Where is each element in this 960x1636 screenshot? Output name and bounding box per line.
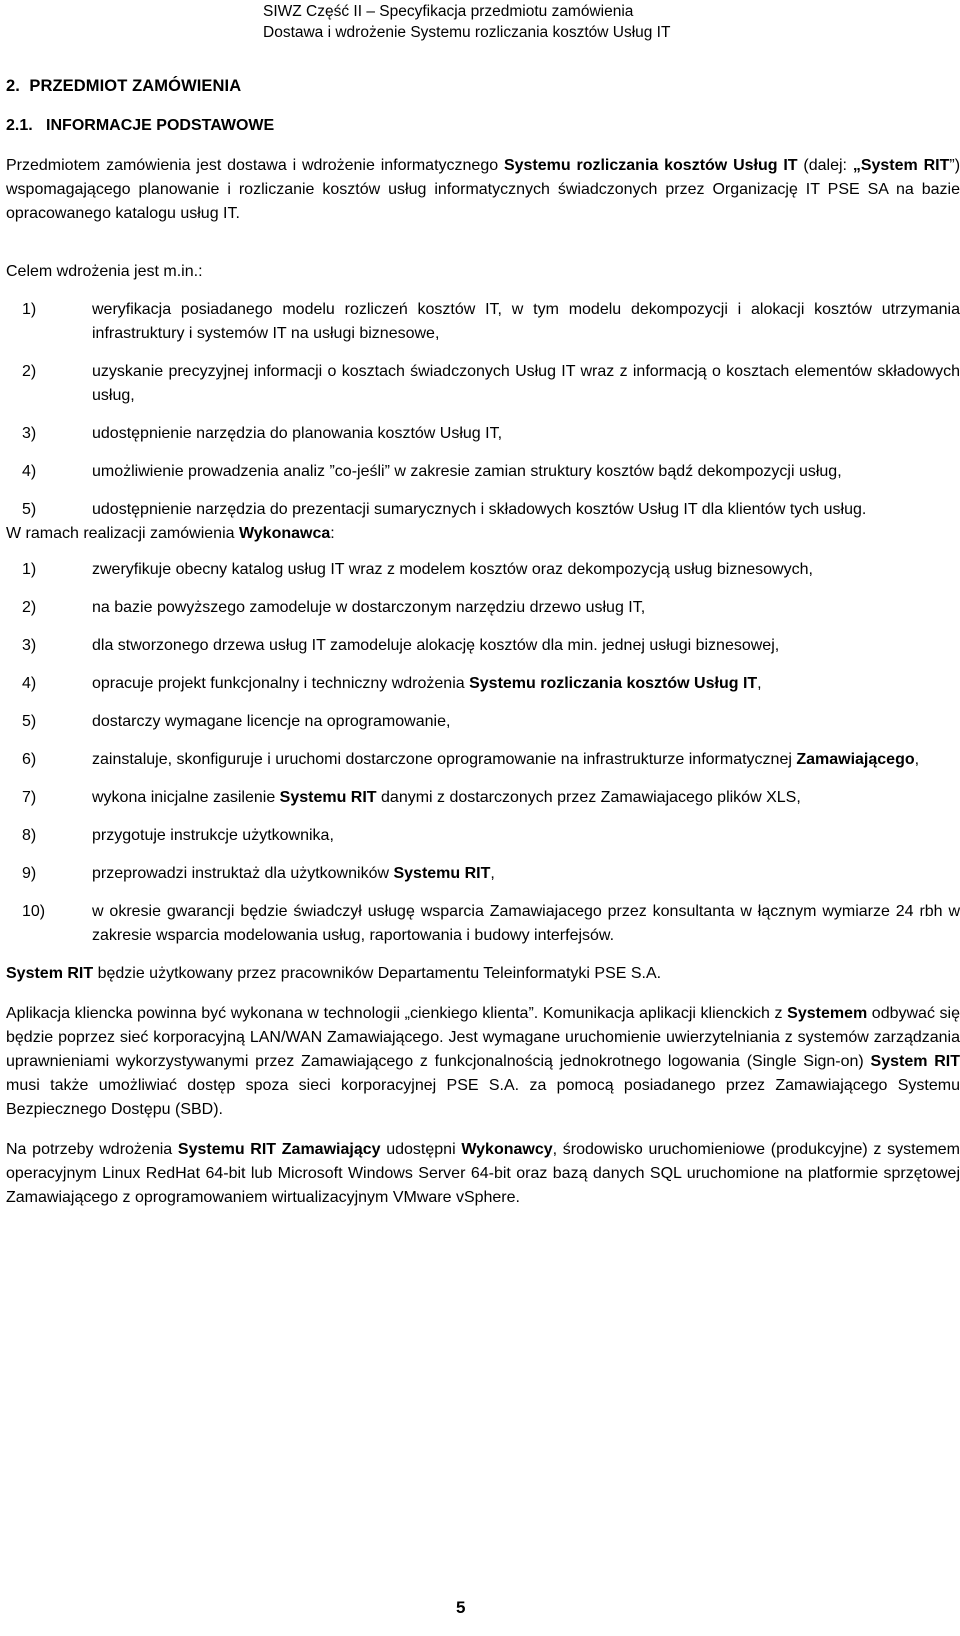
client-bold-1: Systemem xyxy=(787,1005,868,1022)
env-bold-1: Systemu RIT Zamawiający xyxy=(177,1141,381,1158)
list-item xyxy=(6,710,960,734)
list-item-text: udostępnienie narzędzia do planowania kosztów Usług IT, xyxy=(92,425,503,442)
list-item-number: 4) xyxy=(22,463,37,480)
env-bold-2: Wykonawcy xyxy=(461,1141,553,1158)
intro-paragraph xyxy=(6,154,960,226)
list-item-number: 2) xyxy=(22,599,37,616)
client-paragraph xyxy=(6,1002,960,1122)
users-text: będzie użytkowany przez pracowników Departamentu Teleinformatyki PSE S.A. xyxy=(93,965,662,982)
list-item xyxy=(6,498,960,522)
list-item-text: wykona inicjalne zasilenie xyxy=(92,789,280,806)
list-item xyxy=(6,634,960,658)
list-item-number: 8) xyxy=(22,827,37,844)
document-body xyxy=(6,64,960,1210)
client-text-3: musi także umożliwiać dostęp spoza sieci korporacyjnej PSE S.A. za pomocą posiadanego przez Zamawiającego Systemu Bezpiecznego Dostępu (SBD). xyxy=(6,1077,960,1118)
list-item-text: weryfikacja posiadanego modelu rozliczeń kosztów IT, w tym modelu dekompozycji i alokacji kosztów utrzymania infrastruktury i systemów IT na usługi biznesowe, xyxy=(92,301,960,342)
list-item-text: przeprowadzi instruktaż dla użytkowników xyxy=(92,865,394,882)
list-item-number: 2) xyxy=(22,363,37,380)
env-text-1: Na potrzeby wdrożenia xyxy=(6,1141,178,1158)
list-item xyxy=(6,900,960,948)
list-item-text: zainstaluje, skonfiguruje i uruchomi dostarczone oprogramowanie na infrastrukturze informatycznej xyxy=(92,751,797,768)
subsection-title-initial: I xyxy=(46,117,51,134)
list-item-text: przygotuje instrukcje użytkownika, xyxy=(92,827,334,844)
list-item-number: 5) xyxy=(22,713,37,730)
users-bold: System RIT xyxy=(6,965,94,982)
list-item-text-end: , xyxy=(490,865,495,882)
subsection-heading xyxy=(6,114,960,138)
list-item xyxy=(6,862,960,886)
list-item-bold: Systemu RIT xyxy=(393,865,491,882)
intro-text-3: ”) wspomagającego planowanie i rozliczanie kosztów usług informatycznych świadczonych przez Organizację IT PSE SA na bazie opracowanego katalogu usług IT. xyxy=(6,157,960,222)
section-title-initial: P xyxy=(29,77,41,95)
list-item-text: uzyskanie precyzyjnej informacji o kosztach świadczonych Usług IT wraz z informacją o kosztach elementów składowych usług, xyxy=(92,363,960,404)
intro-text-1: Przedmiotem zamówienia jest dostawa i wdrożenie informatycznego xyxy=(6,157,504,174)
list-item-number: 1) xyxy=(22,301,37,318)
list-item-text: dla stworzonego drzewa usług IT zamodeluje alokację kosztów dla min. jednej usługi biznesowej, xyxy=(92,637,780,654)
list-item-text: w okresie gwarancji będzie świadczył usługę wsparcia Zamawiajacego przez konsultanta w łącznym wymiarze 24 rbh w zakresie wsparcia modelowania usług, raportowania i budowy interfejsów. xyxy=(92,903,960,944)
env-text-3: , środowisko uruchomieniowe (produkcyjne) z systemem operacyjnym Linux RedHat 64-bit lub Microsoft Windows Server 64-bit oraz bazą danych SQL uruchomione na platformie sprzętowej Zamawiającego z oprogramowaniem wirtualizacyjnym VMware vSphere. xyxy=(6,1141,960,1206)
contractor-text-2: : xyxy=(330,525,335,542)
list-item-text-end: danymi z dostarczonych przez Zamawiajacego plików XLS, xyxy=(376,789,801,806)
list-item-number: 10) xyxy=(22,903,46,920)
list-item-number: 6) xyxy=(22,751,37,768)
intro-text-2: (dalej: xyxy=(797,157,853,174)
intro-bold-1: Systemu rozliczania kosztów Usług IT xyxy=(503,157,798,174)
list-item xyxy=(6,596,960,620)
list-item xyxy=(6,672,960,696)
contractor-list xyxy=(6,558,960,948)
list-item xyxy=(6,298,960,346)
list-item xyxy=(6,824,960,848)
list-item xyxy=(6,460,960,484)
list-item-bold: Zamawiającego xyxy=(796,751,915,768)
list-item-text: opracuje projekt funkcjonalny i techniczny wdrożenia xyxy=(92,675,470,692)
contractor-text-1: W ramach realizacji zamówienia xyxy=(6,525,239,542)
list-item-text-end: , xyxy=(757,675,762,692)
section-number: 2. xyxy=(6,77,20,95)
list-item-number: 4) xyxy=(22,675,37,692)
header-line-1: SIWZ Część II – Specyfikacja przedmiotu zamówienia xyxy=(263,3,634,20)
list-item-number: 3) xyxy=(22,637,37,654)
section-heading xyxy=(6,74,960,98)
page-number: 5 xyxy=(456,1598,466,1617)
env-text-2: udostępni xyxy=(380,1141,462,1158)
client-text-1: Aplikacja kliencka powinna być wykonana w technologii „cienkiego klienta”. Komunikacja aplikacji klienckich z xyxy=(6,1005,788,1022)
contractor-heading xyxy=(6,522,960,546)
subsection-number: 2.1. xyxy=(6,117,33,134)
header-line-2: Dostawa i wdrożenie Systemu rozliczania kosztów Usług IT xyxy=(263,24,671,41)
list-item xyxy=(6,360,960,408)
list-item-text: udostępnienie narzędzia do prezentacji sumarycznych i składowych kosztów Usług IT dla klientów tych usług. xyxy=(92,501,867,518)
page-header xyxy=(263,1,708,43)
list-item-number: 7) xyxy=(22,789,37,806)
list-item-text: dostarczy wymagane licencje na oprogramowanie, xyxy=(92,713,451,730)
list-item xyxy=(6,422,960,446)
list-item-bold: Systemu rozliczania kosztów Usług IT xyxy=(469,675,758,692)
goal-list xyxy=(6,298,960,522)
list-item xyxy=(6,748,960,772)
list-item-number: 9) xyxy=(22,865,37,882)
users-paragraph xyxy=(6,962,960,986)
goal-heading: Celem wdrożenia jest m.in.: xyxy=(6,263,203,280)
intro-bold-2: „System RIT xyxy=(852,157,950,174)
list-item-bold: Systemu RIT xyxy=(279,789,377,806)
contractor-bold: Wykonawca xyxy=(238,525,331,542)
list-item-text: zweryfikuje obecny katalog usług IT wraz z modelem kosztów oraz dekompozycją usług biznesowych, xyxy=(92,561,813,578)
list-item-number: 1) xyxy=(22,561,37,578)
list-item xyxy=(6,786,960,810)
client-text-2: odbywać się będzie poprzez sieć korporacyjną LAN/WAN Zamawiającego. Jest wymagane uruchomienie uwierzytelniania z systemów zarządzania uprawnieniami wykorzystywanymi przez Zamawiającego z funkcjonalnością jednokrotnego logowania (Single Sign-on) xyxy=(6,1005,960,1070)
list-item-text-end: , xyxy=(914,751,920,768)
client-bold-2: System RIT xyxy=(870,1053,960,1070)
list-item-number: 3) xyxy=(22,425,37,442)
subsection-title-rest: NFORMACJE PODSTAWOWE xyxy=(50,117,275,134)
environment-paragraph xyxy=(6,1138,960,1210)
list-item xyxy=(6,558,960,582)
section-title-rest: RZEDMIOT ZAMÓWIENIA xyxy=(40,77,242,95)
list-item-text: umożliwienie prowadzenia analiz ”co-jeśli” w zakresie zamian struktury kosztów bądź dekompozycji usług, xyxy=(92,463,842,480)
list-item-number: 5) xyxy=(22,501,37,518)
list-item-text: na bazie powyższego zamodeluje w dostarczonym narzędziu drzewo usług IT, xyxy=(92,599,646,616)
